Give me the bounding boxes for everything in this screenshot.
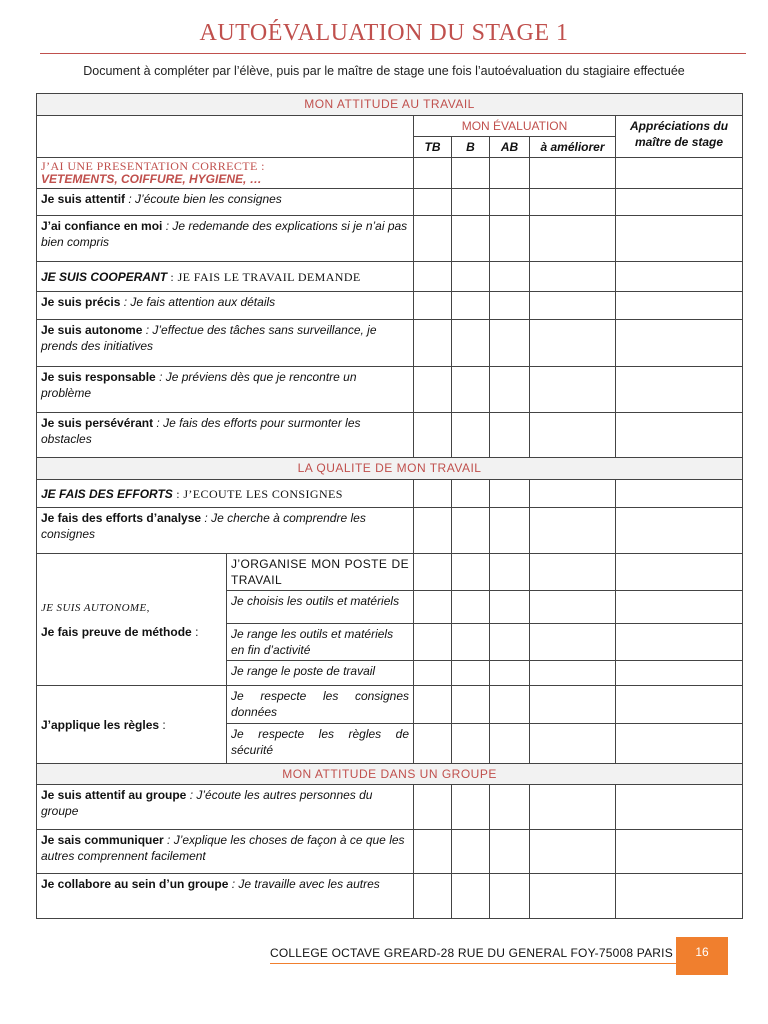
rating-cell-ameliorer[interactable] bbox=[530, 554, 616, 591]
criterion-autonome bbox=[37, 320, 414, 367]
regles-label: J’applique les règles bbox=[41, 717, 160, 732]
rating-cell-ameliorer[interactable] bbox=[530, 480, 616, 508]
rating-cell-ab[interactable] bbox=[490, 262, 530, 292]
rating-cell-ab[interactable] bbox=[490, 367, 530, 413]
rating-cell-tb[interactable] bbox=[414, 785, 452, 830]
rating-cell-b[interactable] bbox=[452, 554, 490, 591]
criterion-label: JE SUIS COOPERANT bbox=[41, 269, 168, 284]
col-a-ameliorer: à améliorer bbox=[530, 137, 616, 158]
rating-cell-ameliorer[interactable] bbox=[530, 413, 616, 458]
criterion-efforts bbox=[37, 480, 414, 508]
instructions-text: Document à compléter par l’élève, puis par le maître de stage une fois l’autoévaluation du stagiaire effectuée bbox=[83, 64, 685, 78]
rating-cell-ameliorer[interactable] bbox=[530, 686, 616, 724]
col-ab: AB bbox=[490, 137, 530, 158]
rating-cell-tb[interactable] bbox=[414, 686, 452, 724]
criterion-label: Je fais des efforts d’analyse bbox=[41, 511, 202, 525]
rating-cell-ab[interactable] bbox=[490, 554, 530, 591]
rating-cell-b[interactable] bbox=[452, 874, 490, 919]
criterion-groupe-attentif bbox=[37, 785, 414, 830]
criterion-label: Je suis autonome bbox=[41, 323, 143, 337]
rating-cell-ameliorer[interactable] bbox=[530, 158, 616, 189]
rating-cell-ab[interactable] bbox=[490, 686, 530, 724]
rating-cell-ab[interactable] bbox=[490, 158, 530, 189]
rating-cell-b[interactable] bbox=[452, 724, 490, 764]
methode-sub-range-poste: Je range le poste de travail bbox=[227, 661, 414, 686]
rating-cell-b[interactable] bbox=[452, 262, 490, 292]
criterion-communiquer bbox=[37, 830, 414, 874]
rating-cell-tb[interactable] bbox=[414, 624, 452, 661]
rating-cell-b[interactable] bbox=[452, 624, 490, 661]
criterion-detail: : Je fais des efforts pour surmonter les obstacles bbox=[41, 416, 361, 446]
appreciation-cell[interactable] bbox=[616, 292, 743, 320]
rating-cell-b[interactable] bbox=[452, 661, 490, 686]
appreciation-cell[interactable] bbox=[616, 591, 743, 624]
criterion-label: Je sais communiquer bbox=[41, 833, 164, 847]
rating-cell-ameliorer[interactable] bbox=[530, 216, 616, 262]
appreciation-cell[interactable] bbox=[616, 830, 743, 874]
rating-cell-ameliorer[interactable] bbox=[530, 591, 616, 624]
criterion-detail: : Je cherche à comprendre les consignes bbox=[41, 511, 366, 541]
title-underline bbox=[40, 53, 746, 54]
criterion-detail: : Je préviens dès que je rencontre un problème bbox=[41, 370, 357, 400]
appreciation-cell[interactable] bbox=[616, 262, 743, 292]
appreciation-cell[interactable] bbox=[616, 189, 743, 216]
header-mon-evaluation: MON ÉVALUATION bbox=[414, 116, 616, 137]
criterion-label: JE FAIS DES EFFORTS bbox=[41, 486, 173, 501]
rating-cell-ameliorer[interactable] bbox=[530, 367, 616, 413]
criterion-label: J’ai confiance en moi bbox=[41, 219, 163, 233]
page-number: 16 bbox=[676, 937, 728, 975]
page-title: AUTOÉVALUATION DU STAGE 1 bbox=[199, 20, 569, 46]
appreciation-cell[interactable] bbox=[616, 508, 743, 554]
footer-address: COLLEGE OCTAVE GREARD-28 RUE DU GENERAL FOY-75008 PARIS bbox=[270, 946, 673, 960]
autonome-label: JE SUIS AUTONOME, bbox=[41, 601, 150, 614]
rating-cell-ameliorer[interactable] bbox=[530, 262, 616, 292]
criterion-cooperant bbox=[37, 262, 414, 292]
rating-cell-tb[interactable] bbox=[414, 480, 452, 508]
appreciation-cell[interactable] bbox=[616, 320, 743, 367]
rating-cell-ameliorer[interactable] bbox=[530, 508, 616, 554]
rating-cell-b[interactable] bbox=[452, 189, 490, 216]
methode-label: Je fais preuve de méthode bbox=[41, 624, 192, 639]
rating-cell-tb[interactable] bbox=[414, 830, 452, 874]
header-blank bbox=[37, 116, 414, 158]
rating-cell-ameliorer[interactable] bbox=[530, 292, 616, 320]
criterion-detail: : Je redemande des explications si je n’ai pas bien compris bbox=[41, 219, 408, 249]
appreciation-cell[interactable] bbox=[616, 554, 743, 591]
evaluation-table bbox=[36, 93, 743, 919]
rating-cell-b[interactable] bbox=[452, 686, 490, 724]
rating-cell-tb[interactable] bbox=[414, 413, 452, 458]
rating-cell-tb[interactable] bbox=[414, 216, 452, 262]
rating-cell-ameliorer[interactable] bbox=[530, 189, 616, 216]
rating-cell-tb[interactable] bbox=[414, 554, 452, 591]
rating-cell-ameliorer[interactable] bbox=[530, 874, 616, 919]
appreciation-cell[interactable] bbox=[616, 216, 743, 262]
criterion-detail: : Je fais attention aux détails bbox=[120, 295, 276, 309]
appreciation-cell[interactable] bbox=[616, 874, 743, 919]
rating-cell-ab[interactable] bbox=[490, 292, 530, 320]
rating-cell-tb[interactable] bbox=[414, 320, 452, 367]
rating-cell-tb[interactable] bbox=[414, 661, 452, 686]
methode-sub-choisis: Je choisis les outils et matériels bbox=[227, 591, 414, 624]
rating-cell-tb[interactable] bbox=[414, 508, 452, 554]
rating-cell-b[interactable] bbox=[452, 320, 490, 367]
rating-cell-ameliorer[interactable] bbox=[530, 830, 616, 874]
rating-cell-ameliorer[interactable] bbox=[530, 724, 616, 764]
rating-cell-ab[interactable] bbox=[490, 216, 530, 262]
criterion-detail: : JE FAIS LE TRAVAIL DEMANDE bbox=[167, 269, 361, 284]
rating-cell-tb[interactable] bbox=[414, 591, 452, 624]
criterion-detail: : J’explique les choses de façon à ce que les autres comprennent facilement bbox=[41, 833, 405, 863]
appreciation-cell[interactable] bbox=[616, 785, 743, 830]
criterion-detail: : J’écoute les autres personnes du groupe bbox=[41, 788, 373, 818]
col-tb: TB bbox=[414, 137, 452, 158]
criterion-label: Je suis attentif au groupe bbox=[41, 788, 187, 802]
rating-cell-tb[interactable] bbox=[414, 724, 452, 764]
rating-cell-b[interactable] bbox=[452, 785, 490, 830]
criterion-attentif bbox=[37, 189, 414, 216]
rating-cell-ab[interactable] bbox=[490, 624, 530, 661]
criterion-detail: : Je travaille avec les autres bbox=[228, 877, 380, 891]
criterion-confiance bbox=[37, 216, 414, 262]
section-attitude-groupe: MON ATTITUDE DANS UN GROUPE bbox=[37, 764, 743, 785]
rating-cell-tb[interactable] bbox=[414, 158, 452, 189]
criterion-detail: : J’effectue des tâches sans surveillance, je prends des initiatives bbox=[41, 323, 377, 353]
appreciation-cell[interactable] bbox=[616, 413, 743, 458]
rating-cell-ab[interactable] bbox=[490, 874, 530, 919]
rating-cell-ameliorer[interactable] bbox=[530, 624, 616, 661]
rating-cell-b[interactable] bbox=[452, 158, 490, 189]
criterion-precis bbox=[37, 292, 414, 320]
criterion-analyse bbox=[37, 508, 414, 554]
criterion-presentation bbox=[37, 158, 414, 189]
rating-cell-ab[interactable] bbox=[490, 785, 530, 830]
rating-cell-b[interactable] bbox=[452, 367, 490, 413]
rating-cell-ameliorer[interactable] bbox=[530, 320, 616, 367]
regles-sub-consignes: Je respecte les consignes données bbox=[227, 686, 414, 724]
rating-cell-tb[interactable] bbox=[414, 367, 452, 413]
rating-cell-tb[interactable] bbox=[414, 262, 452, 292]
rating-cell-b[interactable] bbox=[452, 830, 490, 874]
rating-cell-ab[interactable] bbox=[490, 830, 530, 874]
rating-cell-ab[interactable] bbox=[490, 591, 530, 624]
methode-colon: : bbox=[191, 624, 199, 639]
rating-cell-tb[interactable] bbox=[414, 189, 452, 216]
appreciation-cell[interactable] bbox=[616, 367, 743, 413]
rating-cell-b[interactable] bbox=[452, 508, 490, 554]
appreciation-cell[interactable] bbox=[616, 158, 743, 189]
rating-cell-ab[interactable] bbox=[490, 413, 530, 458]
criterion-detail: : J’ECOUTE LES CONSIGNES bbox=[172, 486, 343, 501]
col-b: B bbox=[452, 137, 490, 158]
criterion-label: Je suis responsable bbox=[41, 370, 156, 384]
rating-cell-b[interactable] bbox=[452, 591, 490, 624]
appreciation-cell[interactable] bbox=[616, 480, 743, 508]
appreciation-cell[interactable] bbox=[616, 724, 743, 764]
criterion-label: Je suis persévérant bbox=[41, 416, 154, 430]
criterion-regles bbox=[37, 686, 227, 764]
regles-colon: : bbox=[159, 717, 166, 732]
rating-cell-ab[interactable] bbox=[490, 189, 530, 216]
criterion-methode bbox=[37, 554, 227, 686]
rating-cell-b[interactable] bbox=[452, 480, 490, 508]
rating-cell-ab[interactable] bbox=[490, 480, 530, 508]
rating-cell-tb[interactable] bbox=[414, 874, 452, 919]
rating-cell-b[interactable] bbox=[452, 216, 490, 262]
rating-cell-ameliorer[interactable] bbox=[530, 785, 616, 830]
rating-cell-b[interactable] bbox=[452, 413, 490, 458]
rating-cell-ab[interactable] bbox=[490, 661, 530, 686]
footer-rule bbox=[270, 963, 676, 964]
criterion-label: Je suis attentif bbox=[41, 192, 126, 206]
rating-cell-tb[interactable] bbox=[414, 292, 452, 320]
methode-sub-range-outils: Je range les outils et matériels en fin d’activité bbox=[227, 624, 414, 661]
rating-cell-ab[interactable] bbox=[490, 724, 530, 764]
methode-sub-organise: J’ORGANISE MON POSTE DE TRAVAIL bbox=[227, 554, 414, 591]
header-appreciations: Appréciations du maître de stage bbox=[616, 116, 743, 158]
section-qualite-travail: LA QUALITE DE MON TRAVAIL bbox=[37, 458, 743, 480]
regles-sub-securite: Je respecte les règles de sécurité bbox=[227, 724, 414, 764]
presentation-sub: VETEMENTS, COIFFURE, HYGIENE, … bbox=[41, 172, 262, 186]
criterion-label: Je suis précis bbox=[41, 295, 121, 309]
rating-cell-b[interactable] bbox=[452, 292, 490, 320]
rating-cell-ab[interactable] bbox=[490, 320, 530, 367]
rating-cell-ameliorer[interactable] bbox=[530, 661, 616, 686]
criterion-perseverant bbox=[37, 413, 414, 458]
criterion-collabore bbox=[37, 874, 414, 919]
appreciation-cell[interactable] bbox=[616, 686, 743, 724]
appreciation-cell[interactable] bbox=[616, 624, 743, 661]
section-attitude-travail: MON ATTITUDE AU TRAVAIL bbox=[37, 94, 743, 116]
rating-cell-ab[interactable] bbox=[490, 508, 530, 554]
criterion-responsable bbox=[37, 367, 414, 413]
criterion-detail: : J’écoute bien les consignes bbox=[125, 192, 282, 206]
appreciation-cell[interactable] bbox=[616, 661, 743, 686]
criterion-label: Je collabore au sein d’un groupe bbox=[41, 877, 229, 891]
presentation-title: J’AI UNE PRESENTATION CORRECTE : bbox=[41, 159, 265, 173]
